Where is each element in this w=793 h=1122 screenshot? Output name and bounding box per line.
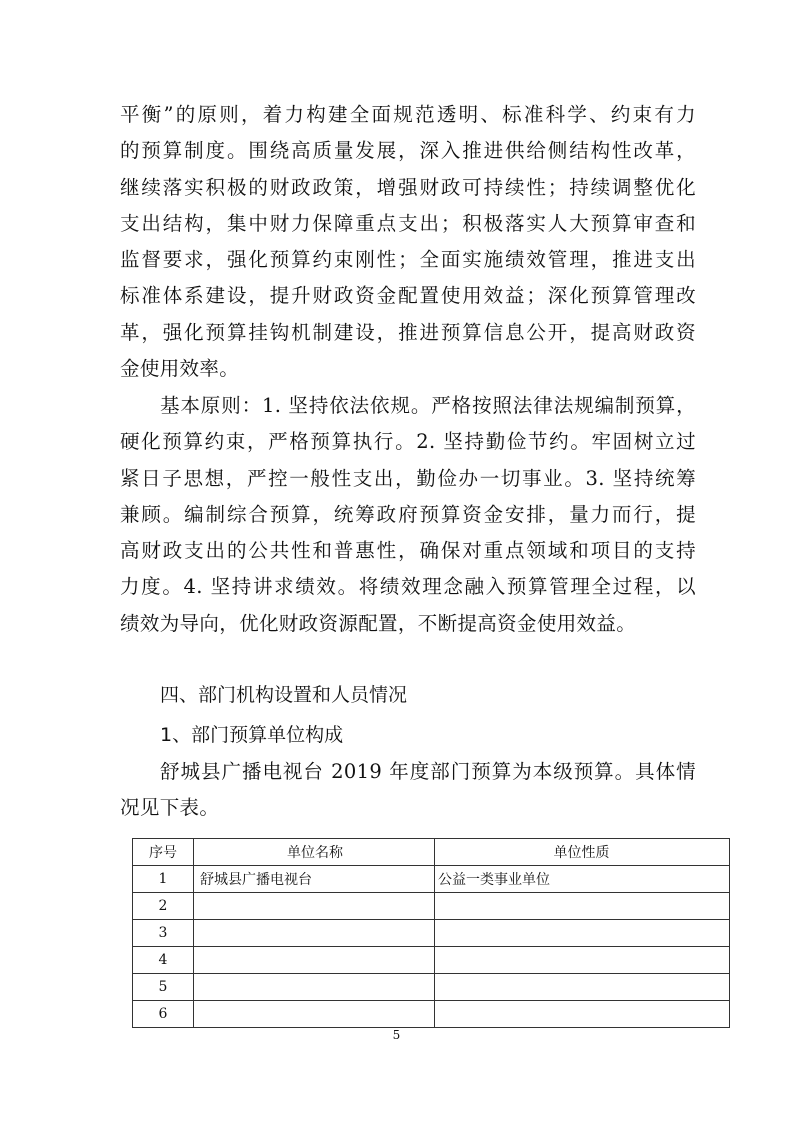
cell-serial-number: 5 bbox=[133, 974, 194, 1001]
paragraph-unit-composition bbox=[120, 754, 696, 827]
header-unit-nature: 单位性质 bbox=[435, 839, 730, 866]
cell-unit-name bbox=[194, 920, 435, 947]
cell-serial-number: 6 bbox=[133, 1001, 194, 1028]
subsection-heading: 1、部门预算单位构成 bbox=[160, 724, 344, 746]
cell-unit-nature: 公益一类事业单位 bbox=[435, 866, 730, 893]
table-row bbox=[133, 920, 730, 947]
paragraph-line: 的预算制度。围绕高质量发展，深入推进供给侧结构性改革， bbox=[120, 139, 696, 163]
paragraph-line: 力度。4. 坚持讲求绩效。将绩效理念融入预算管理全过程，以 bbox=[120, 575, 696, 599]
cell-unit-nature bbox=[435, 893, 730, 920]
table-row bbox=[133, 974, 730, 1001]
section-heading: 四、部门机构设置和人员情况 bbox=[160, 684, 408, 706]
cell-serial-number: 1 bbox=[133, 866, 194, 893]
paragraph-line: 紧日子思想，严控一般性支出，勤俭办一切事业。3. 坚持统筹 bbox=[120, 466, 696, 490]
paragraph-line: 监督要求，强化预算约束刚性；全面实施绩效管理，推进支出 bbox=[120, 248, 696, 272]
cell-unit-name: 舒城县广播电视台 bbox=[194, 866, 435, 893]
paragraph-budget-principles bbox=[120, 97, 696, 387]
cell-serial-number: 4 bbox=[133, 947, 194, 974]
cell-unit-name bbox=[194, 893, 435, 920]
paragraph-line: 标准体系建设，提升财政资金配置使用效益；深化预算管理改 bbox=[120, 284, 696, 308]
cell-unit-name bbox=[194, 1001, 435, 1028]
paragraph-line: 硬化预算约束，严格预算执行。2. 坚持勤俭节约。牢固树立过 bbox=[120, 430, 696, 454]
table-header-row bbox=[133, 839, 730, 866]
cell-unit-nature bbox=[435, 974, 730, 1001]
header-unit-name: 单位名称 bbox=[194, 839, 435, 866]
table-row bbox=[133, 893, 730, 920]
paragraph-line: 金使用效率。 bbox=[120, 357, 240, 381]
paragraph-line: 兼顾。编制综合预算，统筹政府预算资金安排，量力而行，提 bbox=[120, 502, 696, 526]
cell-unit-name bbox=[194, 947, 435, 974]
paragraph-line: 平衡”的原则，着力构建全面规范透明、标准科学、约束有力 bbox=[120, 103, 696, 126]
paragraph-line: 舒城县广播电视台 2019 年度部门预算为本级预算。具体情 bbox=[160, 760, 696, 783]
paragraph-line: 支出结构，集中财力保障重点支出；积极落实人大预算审查和 bbox=[120, 211, 696, 235]
table-row bbox=[133, 866, 730, 893]
cell-unit-name bbox=[194, 974, 435, 1001]
cell-serial-number: 2 bbox=[133, 893, 194, 920]
cell-serial-number: 3 bbox=[133, 920, 194, 947]
cell-unit-nature bbox=[435, 947, 730, 974]
table-row bbox=[133, 947, 730, 974]
page-number: 5 bbox=[392, 1028, 401, 1042]
paragraph-line: 高财政支出的公共性和普惠性，确保对重点领域和项目的支持 bbox=[120, 539, 696, 563]
paragraph-line: 绩效为导向，优化财政资源配置，不断提高资金使用效益。 bbox=[120, 611, 637, 635]
budget-units-table bbox=[132, 838, 730, 1028]
cell-unit-nature bbox=[435, 920, 730, 947]
paragraph-line: 革，强化预算挂钩机制建设，推进预算信息公开，提高财政资 bbox=[120, 320, 696, 344]
paragraph-basic-principles bbox=[120, 388, 696, 642]
cell-unit-nature bbox=[435, 1001, 730, 1028]
paragraph-line: 况见下表。 bbox=[120, 796, 220, 820]
header-serial-number: 序号 bbox=[133, 839, 194, 866]
paragraph-line: 基本原则：1. 坚持依法依规。严格按照法律法规编制预算， bbox=[160, 394, 696, 417]
paragraph-line: 继续落实积极的财政政策，增强财政可持续性；持续调整优化 bbox=[120, 175, 696, 199]
table-row bbox=[133, 1001, 730, 1028]
